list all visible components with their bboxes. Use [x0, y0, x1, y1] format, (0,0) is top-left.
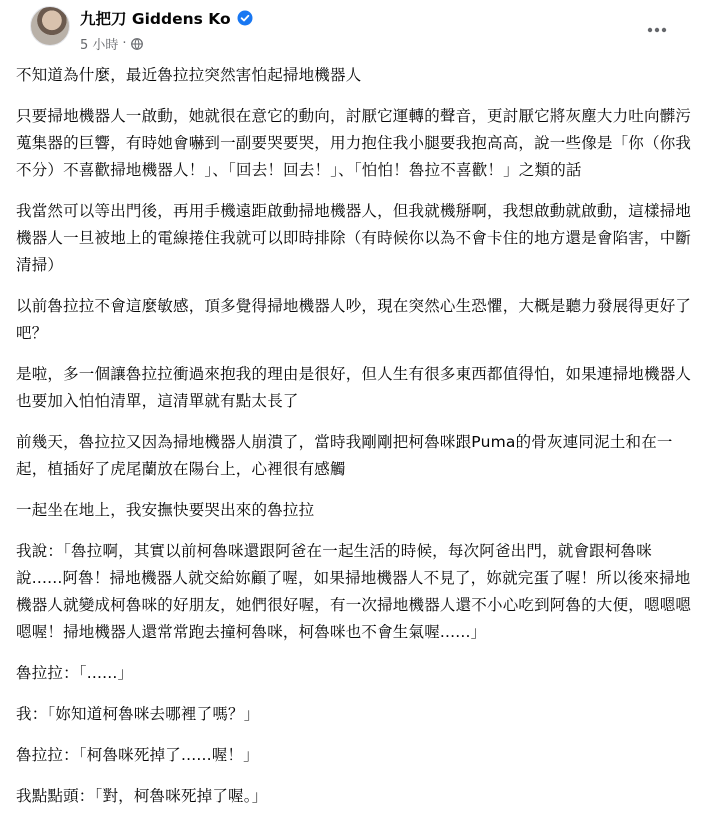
- post-meta: [80, 34, 143, 53]
- post-paragraph: 以前魯拉拉不會這麼敏感，頂多覺得掃地機器人吵，現在突然心生恐懼，大概是聽力發展得更好了吧？: [16, 297, 692, 342]
- post-paragraph: 前幾天，魯拉拉又因為掃地機器人崩潰了，當時我剛剛把柯魯咪跟Puma的骨灰連同泥土和在一起，植插好了虎尾蘭放在陽台上，心裡很有感觸: [16, 433, 673, 478]
- more-options-icon: [647, 14, 667, 38]
- post-paragraph: 我說：「魯拉啊，其實以前柯魯咪還跟阿爸在一起生活的時候，每次阿爸出門，就會跟柯魯咪說......阿魯！掃地機器人就交給妳顧了喔，如果掃地機器人不見了，妳就完蛋了喔！所以後來掃地機器人就變成柯魯咪的好朋友，她們很好喔，有一次掃地機器人還不小心吃到阿魯的大便，嗯嗯嗯嗯喔！掃地機器人還常常跑去撞柯魯咪，柯魯咪也不會生氣喔......」: [16, 542, 692, 641]
- post-paragraph: 魯拉拉：「柯魯咪死掉了......喔！」: [16, 746, 259, 764]
- globe-icon[interactable]: [131, 38, 143, 50]
- author-avatar[interactable]: [30, 6, 70, 46]
- author-name[interactable]: 九把刀 Giddens Ko: [80, 10, 231, 28]
- post-paragraph: 一起坐在地上，我安撫快要哭出來的魯拉拉: [16, 501, 315, 519]
- post-paragraph: 我：「妳知道柯魯咪去哪裡了嗎？」: [16, 705, 260, 723]
- verified-badge-icon: [237, 10, 253, 26]
- post-paragraph: 不知道為什麼，最近魯拉拉突然害怕起掃地機器人: [16, 66, 362, 84]
- post-paragraph: 只要掃地機器人一啟動，她就很在意它的動向，討厭它運轉的聲音，更討厭它將灰塵大力吐向髒污蒐集器的巨響，有時她會嚇到一副要哭要哭，用力抱住我小腿要我抱高高，說一些像是「你（你我不分）不喜歡掃地機器人！」、「回去！回去！」、「怕怕！魯拉不喜歡！」之類的話: [16, 107, 692, 179]
- post-paragraph: 魯拉拉：「......」: [16, 664, 134, 682]
- post-paragraph: 我點點頭：「對，柯魯咪死掉了喔。」: [16, 787, 268, 805]
- post-paragraph: 是啦，多一個讓魯拉拉衝過來抱我的理由是很好，但人生有很多東西都值得怕，如果連掃地機器人也要加入怕怕清單，這清單就有點太長了: [16, 365, 692, 410]
- post-paragraph: 我當然可以等出門後，再用手機遠距啟動掃地機器人，但我就機掰啊，我想啟動就啟動，這樣掃地機器人一旦被地上的電線捲住我就可以即時排除（有時候你以為不會卡住的地方還是會陷害，中斷清掃）: [16, 202, 692, 274]
- post-timestamp[interactable]: 5 小時: [80, 38, 119, 53]
- meta-separator: ·: [122, 36, 127, 51]
- post-header: [16, 0, 689, 56]
- more-options-button[interactable]: [639, 8, 675, 44]
- author-row: [80, 7, 253, 29]
- post-body: [16, 62, 693, 824]
